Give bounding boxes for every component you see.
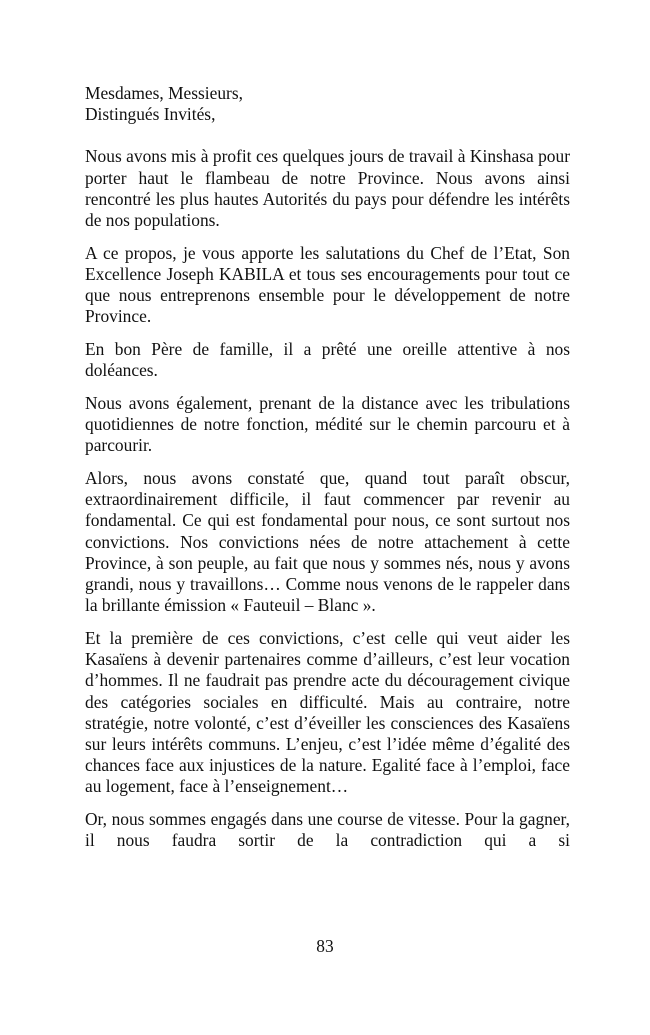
paragraph-4: Nous avons également, prenant de la distance avec les tribulations quotidiennes de notre fonction, médité sur le chemin parcouru et à parcourir. xyxy=(85,392,570,456)
greeting xyxy=(85,83,570,125)
paragraph-7: Or, nous sommes engagés dans une course de vitesse. Pour la gagner, il nous faudra sortir de la contradiction qui a si xyxy=(85,809,570,851)
paragraph-2: A ce propos, je vous apporte les salutations du Chef de l’Etat, Son Excellence Joseph KABILA et tous ses encouragements pour tout ce que nous entreprenons ensemble pour le développement de notre Province. xyxy=(85,242,570,327)
greeting-line-1: Mesdames, Messieurs, xyxy=(85,83,243,103)
paragraph-1: Nous avons mis à profit ces quelques jours de travail à Kinshasa pour porter haut le flambeau de notre Province. Nous avons ainsi rencontré les plus hautes Autorités du pays pour défendre les intérêts de nos populations. xyxy=(85,146,570,231)
greeting-line-2: Distingués Invités, xyxy=(85,104,216,125)
page-number: 83 xyxy=(316,936,334,956)
paragraph-6: Et la première de ces convictions, c’est celle qui veut aider les Kasaïens à devenir partenaires comme d’ailleurs, c’est leur vocation d’hommes. Il ne faudrait pas prendre acte du découragement civique des catégories sociales en difficulté. Mais au contraire, notre stratégie, notre volonté, c’est d’éveiller les consciences des Kasaïens sur leurs intérêts communs. L’enjeu, c’est l’idée même d’égalité des chances face aux injustices de la nature. Egalité face à l’emploi, face au logement, face à l’enseignement… xyxy=(85,627,570,797)
paragraph-3: En bon Père de famille, il a prêté une oreille attentive à nos doléances. xyxy=(85,339,570,381)
page-body xyxy=(85,83,570,863)
paragraph-5: Alors, nous avons constaté que, quand tout paraît obscur, extraordinairement difficile, il faut commencer par revenir au fondamental. Ce qui est fondamental pour nous, ce sont surtout nos convictions. Nos convictions nées de notre attachement à cette Province, à son peuple, au fait que nous y sommes nés, nous y avons grandi, nous y travaillons… Comme nous venons de le rappeler dans la brillante émission « Fauteuil – Blanc ». xyxy=(85,468,570,616)
